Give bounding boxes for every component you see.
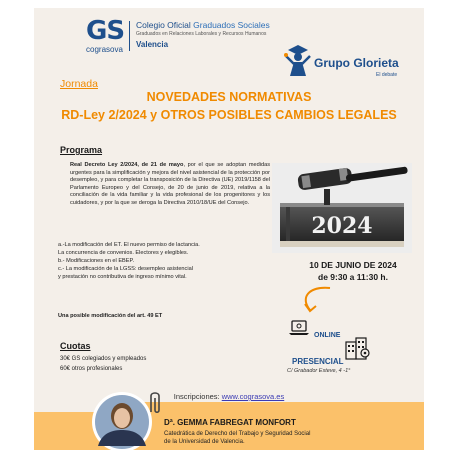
programa-list	[58, 241, 270, 281]
inscripciones: Inscripciones: www.cograsova.es	[173, 392, 285, 401]
event-kicker: Jornada	[60, 78, 98, 90]
org-logo-sub: cograsova	[86, 45, 123, 54]
programa-heading: Programa	[60, 145, 103, 155]
partner-sub: El debate	[376, 72, 398, 78]
programa-closing: Una posible modificación del art. 49 ET	[58, 313, 163, 319]
org-city: Valencia	[136, 40, 169, 49]
presencial-label: PRESENCIAL	[292, 357, 344, 366]
curved-arrow-icon	[296, 284, 336, 316]
gavel-book-image	[272, 163, 412, 253]
cuota-line: 30€ GS colegiados y empleados	[60, 356, 147, 362]
list-item: a.-La modificación del ET. El nuevo permiso de lactancia.	[58, 242, 200, 248]
gavel-icon	[272, 163, 412, 253]
list-item: La concurrencia de convenios. Electores y elegibles.	[58, 250, 189, 256]
list-item: b.- Modificaciones en el EBEP.	[58, 258, 135, 264]
year-label: 2024	[311, 213, 373, 239]
event-title: NOVEDADES NORMATIVAS	[146, 90, 312, 104]
inscripciones-link[interactable]: www.cograsova.es	[221, 392, 285, 401]
event-time: de 9:30 a 11:30 h.	[318, 272, 388, 282]
header-divider	[129, 21, 130, 51]
org-logo-mark: GS	[86, 16, 125, 46]
cuotas-heading: Cuotas	[60, 341, 91, 351]
graduate-figure-icon	[282, 42, 314, 82]
event-poster	[34, 8, 424, 450]
venue-address: C/ Grabador Esteve, 4 -1°	[287, 368, 351, 374]
org-subtitle: Graduados en Relaciones Laborales y Recursos Humanos	[136, 31, 267, 37]
speaker-role: Catedrática de Derecho del Trabajo y Seguridad Social de la Universidad de Valencia.	[164, 431, 311, 445]
laptop-icon	[288, 320, 310, 336]
speaker-name: Dª. GEMMA FABREGAT MONFORT	[164, 418, 296, 427]
partner-name: Grupo Glorieta	[314, 56, 399, 70]
paperclip-icon	[146, 390, 164, 416]
org-name: Colegio Oficial Graduados Sociales	[136, 20, 270, 30]
org-text	[136, 20, 306, 49]
org-logo	[86, 18, 124, 54]
building-icon	[344, 336, 370, 360]
cuota-line: 60€ otros profesionales	[60, 366, 123, 372]
list-item: c.- La modificación de la LGSS: desempleo asistencial	[58, 266, 193, 272]
online-label: ONLINE	[314, 332, 341, 339]
event-subtitle: RD-Ley 2/2024 y OTROS POSIBLES CAMBIOS LEGALES	[61, 108, 397, 122]
programa-intro: Real Decreto Ley 2/2024, de 21 de mayo, por el que se adoptan medidas urgentes para la simplificación y mejora del nivel asistencial de la protección por desempleo, y para completar la transposición de la Directiva (UE) 2019/1158 del Parlamento Europeo y del Consejo, de 20 de junio de 2019, relativa a la conciliación de la vida familiar y la vida profesional de los progenitores y los cuidadores, y por la que se deroga la Directiva 2010/18/UE del Consejo.	[70, 162, 271, 206]
list-item: y prestación no contributiva de ingreso mínimo vital.	[58, 274, 187, 280]
event-date: 10 DE JUNIO DE 2024	[309, 260, 397, 270]
